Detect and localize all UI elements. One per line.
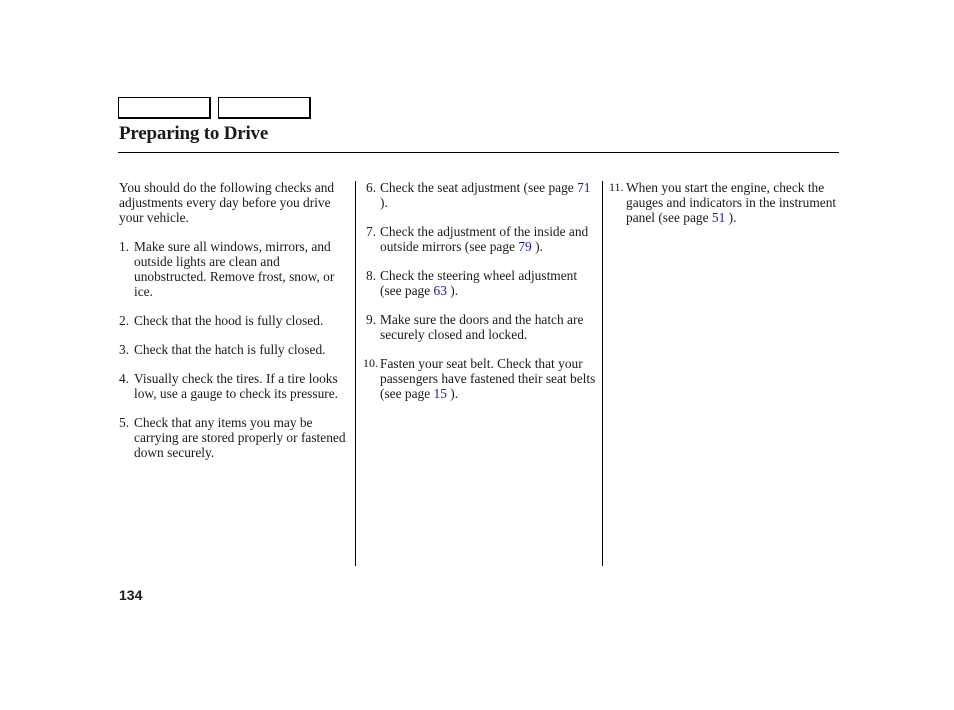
page-number: 134	[119, 587, 143, 603]
item-text: Check the steering wheel adjustment (see page	[380, 268, 578, 298]
item-number: 10.	[363, 356, 378, 370]
checklist-item-3	[119, 342, 351, 357]
item-number: 5.	[119, 415, 130, 430]
checklist-item-6	[360, 180, 598, 210]
checklist-item-7	[360, 224, 598, 254]
page-title: Preparing to Drive	[119, 123, 269, 144]
checklist-item-11	[606, 180, 838, 225]
page-link[interactable]: 63	[433, 283, 447, 298]
column-2	[360, 180, 598, 415]
page-link[interactable]: 71	[577, 180, 591, 195]
checklist-item-2	[119, 313, 351, 328]
item-number: 8.	[366, 268, 377, 283]
checklist-item-5	[119, 415, 351, 460]
item-number: 2.	[119, 313, 130, 328]
item-number: 9.	[366, 312, 377, 327]
item-text-end: ).	[380, 195, 388, 210]
page-link[interactable]: 79	[518, 239, 532, 254]
checklist-item-4	[119, 371, 351, 401]
page-link[interactable]: 51	[711, 210, 726, 225]
column-divider-1	[355, 181, 356, 566]
column-divider-2	[602, 181, 603, 566]
intro-text: You should do the following checks and adjustments every day before you drive your vehicle.	[119, 180, 335, 225]
item-text: Check the seat adjustment (see page	[380, 180, 574, 195]
nav-tab-2[interactable]	[218, 97, 311, 119]
checklist-item-1	[119, 239, 351, 299]
checklist-item-8	[360, 268, 598, 298]
item-number: 4.	[119, 371, 130, 386]
title-divider	[118, 152, 839, 153]
item-text: Check that the hood is fully closed.	[134, 313, 324, 328]
item-number: 3.	[119, 342, 130, 357]
item-text: Fasten your seat belt. Check that your passengers have fastened their seat belts (see page	[380, 356, 596, 401]
item-text: Visually check the tires. If a tire looks low, use a gauge to check its pressure.	[134, 371, 339, 401]
item-text: When you start the engine, check the gauges and indicators in the instrument panel (see page	[626, 180, 837, 225]
item-text-end: ).	[450, 283, 459, 298]
item-number: 11.	[609, 180, 624, 194]
page-link[interactable]: 15	[433, 386, 447, 401]
item-text: Check that the hatch is fully closed.	[134, 342, 326, 357]
item-text: Make sure the doors and the hatch are securely closed and locked.	[380, 312, 584, 342]
checklist-item-10	[360, 356, 598, 401]
item-text: Make sure all windows, mirrors, and outside lights are clean and unobstructed. Remove frost, snow, or ice.	[134, 239, 335, 299]
column-1	[119, 180, 351, 474]
item-text-end: ).	[450, 386, 459, 401]
item-number: 1.	[119, 239, 130, 254]
item-number: 7.	[366, 224, 377, 239]
item-text-end: ).	[728, 210, 737, 225]
item-text-end: ).	[535, 239, 543, 254]
item-number: 6.	[366, 180, 377, 195]
checklist-item-9	[360, 312, 598, 342]
item-text: Check the adjustment of the inside and outside mirrors (see page	[380, 224, 589, 254]
item-text: Check that any items you may be carrying are stored properly or fastened down securely.	[134, 415, 346, 460]
nav-tab-1[interactable]	[118, 97, 211, 119]
column-3	[606, 180, 838, 239]
